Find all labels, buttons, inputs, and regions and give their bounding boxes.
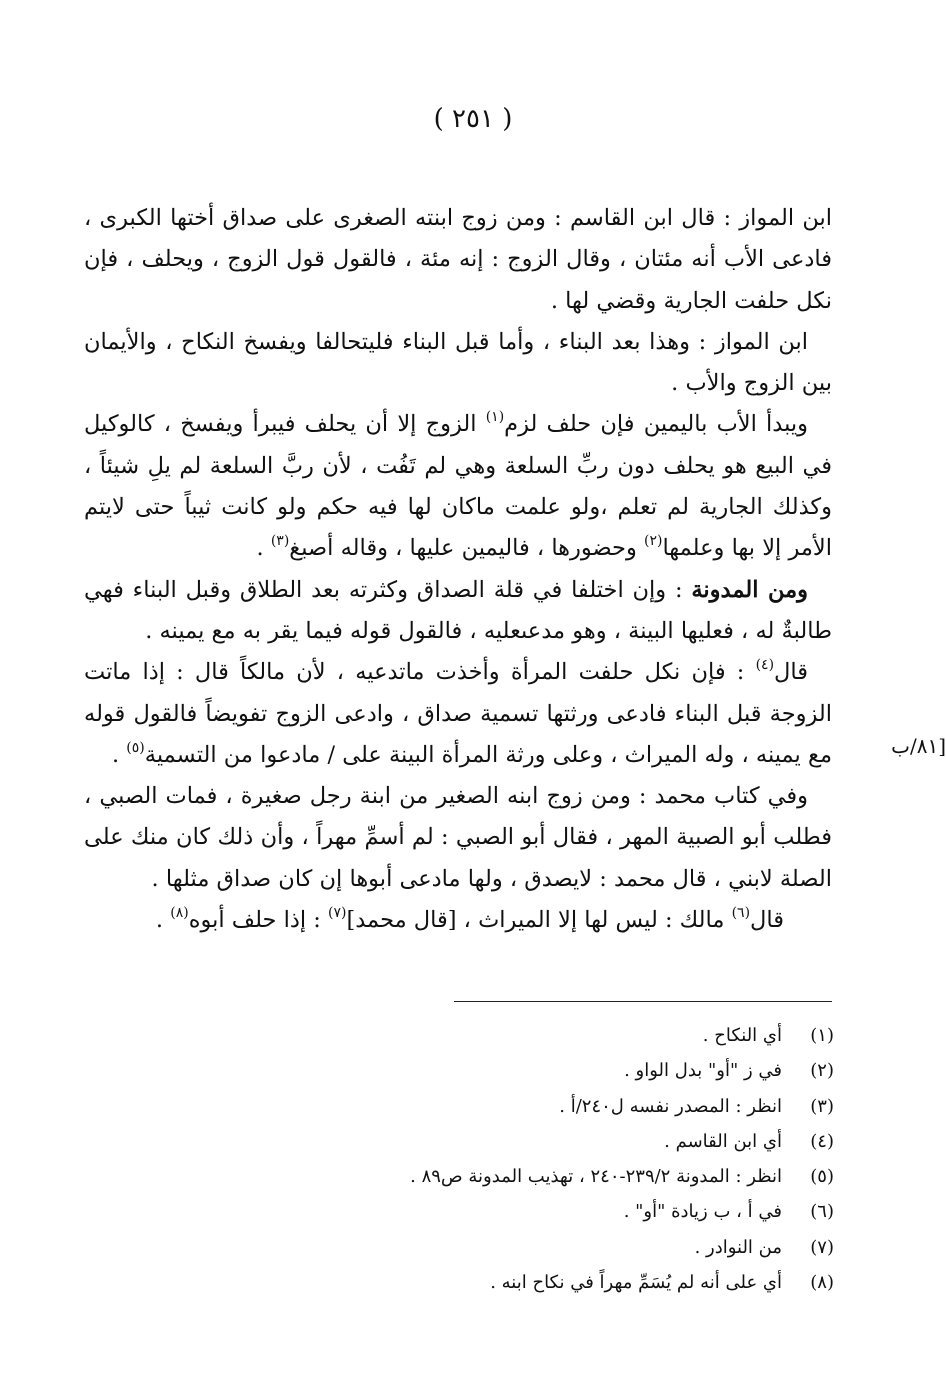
footnote	[274, 1159, 834, 1194]
footnote-number: (٨)	[810, 1272, 834, 1294]
footnote-number: (١)	[810, 1025, 834, 1046]
footnote-divider	[454, 1001, 832, 1002]
footnote-ref: (٧)	[328, 905, 347, 922]
paragraph	[84, 900, 832, 941]
footnote-text: أي ابن القاسم .	[664, 1130, 782, 1152]
footnote-number: (٤)	[810, 1130, 834, 1152]
paragraph	[84, 652, 832, 776]
text-run: .	[111, 741, 127, 768]
text-run: .	[155, 907, 171, 934]
footnote-ref: (٦)	[731, 905, 751, 922]
text-run: الزوج إلا أن يحلف فيبرأ ويفسخ ، كالوكيل في البيع هو يحلف دون ربِّ السلعة وهي لم تَفُت ، لأن ربَّ السلعة لم يلِ شيئاً ، وكذلك الجارية لم تعلم ،ولو علمت ماكان لها فيه حكم ولو كانت ثيباً حتى لايتم الأمر إلا بها وعلمها	[84, 411, 832, 562]
footnote	[274, 1265, 834, 1300]
footnote-ref: (٣)	[270, 533, 290, 550]
footnote-number: (٥)	[810, 1166, 834, 1188]
footnote-ref: (٢)	[643, 533, 663, 550]
footnote	[274, 1018, 834, 1053]
text-run: قال	[750, 907, 784, 934]
footnote-text: في أ ، ب زيادة "أو" .	[623, 1201, 782, 1223]
footnote-number: (٧)	[810, 1236, 834, 1258]
paragraph	[84, 570, 832, 653]
footnote-text: من النوادر .	[694, 1236, 782, 1258]
footnote-text: أي النكاح .	[702, 1025, 782, 1046]
footnote-text: في ز "أو" بدل الواو .	[624, 1060, 782, 1082]
footnote-text: انظر : المدونة ٢٣٩/٢-٢٤٠ ، تهذيب المدونة ص٨٩ .	[410, 1166, 782, 1188]
paragraph	[84, 322, 832, 405]
folio-margin-note: [٨١/ب	[891, 734, 946, 758]
main-text	[84, 198, 832, 941]
paragraph	[84, 776, 832, 900]
text-run: : وإن اختلفا في قلة الصداق وكثرته بعد الطلاق وقبل البناء فهي طالبةٌ له ، فعليها البينة ، وهو مدعىعليه ، فالقول قوله فيما يقر به مع يمينه .	[84, 576, 832, 644]
text-run: مالك : ليس لها إلا الميراث ، [قال محمد]	[346, 907, 732, 934]
text-run: ابن المواز : وهذا بعد البناء ، وأما قبل البناء فليتحالفا ويفسخ النكاح ، والأيمان بين الزوج والأب .	[84, 328, 832, 397]
text-run: : إذا حلف أبوه	[188, 907, 328, 934]
footnote	[274, 1053, 834, 1088]
text-run: ابن المواز : قال ابن القاسم : ومن زوج ابنته الصغرى على صداق أختها الكبرى ، فادعى الأب أنه مئتان ، وقال الزوج : إنه مئة ، فالقول قول الزوج ، ويحلف ، فإن نكل حلفت الجارية وقضي لها .	[84, 205, 832, 314]
footnote	[274, 1124, 834, 1159]
footnote-number: (٦)	[810, 1201, 834, 1223]
footnote-number: (٣)	[810, 1095, 834, 1117]
text-run: .	[256, 535, 271, 562]
footnote-ref: (٤)	[755, 657, 775, 674]
page-number: ( ٢٥١ )	[433, 104, 513, 134]
footnote-text: انظر : المصدر نفسه ل٢٤٠/أ .	[559, 1095, 782, 1117]
text-run: وفي كتاب محمد : ومن زوج ابنه الصغير من ابنة رجل صغيرة ، فمات الصبي ، فطلب أبو الصبية المهر ، فقال أبو الصبي : لم أسمِّ مهراً ، وأن ذلك كان منك على الصلة لابني ، قال محمد : لايصدق ، ولها مادعى أبوها إن كان صداق مثلها .	[84, 783, 832, 892]
text-run: وحضورها ، فاليمين عليها ، وقاله أصبغ	[289, 535, 644, 562]
paragraph	[84, 404, 832, 569]
paragraph	[84, 198, 832, 322]
source-heading: ومن المدونة	[691, 576, 809, 603]
footnote	[274, 1230, 834, 1265]
text-run: ويبدأ الأب باليمين فإن حلف لزم	[504, 411, 808, 438]
footnote	[274, 1089, 834, 1124]
text-run: : فإن نكل حلفت المرأة وأخذت ماتدعيه ، لأن مالكاً قال : إذا ماتت الزوجة قبل البناء فادعى ورثتها تسمية صداق ، وادعى الزوج تفويضاً فالقول قوله مع يمينه ، وله الميراث ، وعلى ورثة المرأة البينة على / مادعوا من التسمية	[84, 659, 832, 768]
footnote-ref: (٥)	[126, 739, 145, 756]
footnote-ref: (٨)	[170, 905, 189, 922]
footnote-ref: (١)	[485, 409, 505, 426]
footnote	[274, 1194, 834, 1229]
footnote-text: أي على أنه لم يُسَمِّ مهراً في نكاح ابنه .	[490, 1272, 782, 1294]
text-run: قال	[774, 659, 808, 686]
footnotes	[274, 1018, 834, 1300]
footnote-number: (٢)	[810, 1060, 834, 1082]
